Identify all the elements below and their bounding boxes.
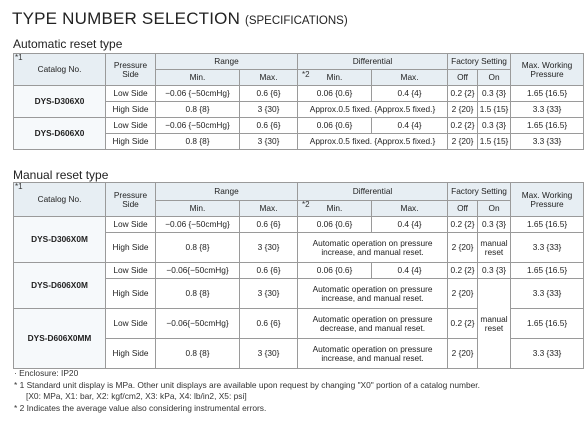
diff-description: Automatic operation on pressure decrease, and manual reset. [298, 309, 448, 339]
diff-max: 0.4 {4} [372, 263, 448, 279]
pressure-side: Low Side [106, 263, 156, 279]
title-main: TYPE NUMBER SELECTION [12, 9, 241, 28]
diff-description: Automatic operation on pressure increase, and manual reset. [298, 279, 448, 309]
range-header: Range [156, 54, 298, 70]
setting-off: 0.2 {2} [448, 118, 478, 134]
diff-max: 0.4 {4} [372, 86, 448, 102]
manual-table [13, 182, 584, 369]
setting-on: 0.3 {3} [478, 217, 511, 233]
setting-on: manual reset [478, 233, 511, 263]
setting-off: 2 {20} [448, 233, 478, 263]
catalog-number: DYS-D606X0M [14, 263, 106, 309]
manual-heading: Manual reset type [13, 168, 109, 182]
range-min: 0.8 {8} [156, 134, 240, 150]
max-working-pressure: 3.3 {33} [511, 339, 584, 369]
on-header: On [478, 70, 511, 86]
title-sub: (SPECIFICATIONS) [245, 15, 348, 27]
setting-on: 1.5 {15} [478, 102, 511, 118]
catalog-no-header: Catalog No. [14, 54, 106, 86]
differential-header: Differential [298, 183, 448, 201]
diff-min-header: Min. [298, 70, 372, 86]
pressure-side: Low Side [106, 217, 156, 233]
range-min: −0.06 {−50cmHg} [156, 118, 240, 134]
range-min-header: Min. [156, 201, 240, 217]
max-working-pressure: 3.3 {33} [511, 102, 584, 118]
diff-fixed: Approx.0.5 fixed. {Approx.5 fixed.} [298, 134, 448, 150]
diff-fixed: Approx.0.5 fixed. {Approx.5 fixed.} [298, 102, 448, 118]
footnotes [14, 368, 480, 414]
setting-on: 0.3 {3} [478, 118, 511, 134]
range-max: 3 {30} [240, 233, 298, 263]
pressure-side: High Side [106, 339, 156, 369]
setting-on-manual-reset: manual reset [478, 279, 511, 369]
range-header: Range [156, 183, 298, 201]
diff-max-header: Max. [372, 70, 448, 86]
setting-off: 0.2 {2} [448, 86, 478, 102]
max-working-pressure: 1.65 {16.5} [511, 217, 584, 233]
pressure-side: Low Side [106, 118, 156, 134]
range-min: −0.06{−50cmHg} [156, 263, 240, 279]
setting-off: 2 {20} [448, 339, 478, 369]
note-2: * 2 Indicates the average value also considering instrumental errors. [14, 402, 267, 413]
pressure-side-header: Pressure Side [106, 54, 156, 86]
differential-header: Differential [298, 54, 448, 70]
on-header: On [478, 201, 511, 217]
note-enclosure: · Enclosure: IP20 [14, 368, 79, 378]
range-max-header: Max. [240, 70, 298, 86]
range-min-header: Min. [156, 70, 240, 86]
table-row [14, 86, 584, 102]
catalog-no-header: Catalog No. [14, 183, 106, 217]
max-working-pressure: 1.65 {16.5} [511, 86, 584, 102]
pressure-side-header: Pressure Side [106, 183, 156, 217]
range-min: −0.06{−50cmHg} [156, 309, 240, 339]
page-title [12, 9, 348, 29]
pressure-side: Low Side [106, 309, 156, 339]
max-working-pressure: 3.3 {33} [511, 134, 584, 150]
range-max: 3 {30} [240, 339, 298, 369]
diff-min: 0.06 {0.6} [298, 263, 372, 279]
diff-min: 0.06 {0.6} [298, 86, 372, 102]
setting-off: 2 {20} [448, 279, 478, 309]
max-working-pressure-header: Max. Working Pressure [511, 183, 584, 217]
marker-star2: *2 [302, 70, 310, 79]
range-max: 3 {30} [240, 134, 298, 150]
setting-on: 0.3 {3} [478, 86, 511, 102]
note-1: * 1 Standard unit display is MPa. Other unit displays are available upon request by changing "X0" portion of a catalog number. [14, 379, 480, 390]
range-min: 0.8 {8} [156, 339, 240, 369]
range-max: 0.6 {6} [240, 86, 298, 102]
setting-off: 0.2 {2} [448, 217, 478, 233]
setting-on: 1.5 {15} [478, 134, 511, 150]
automatic-table [13, 53, 584, 150]
diff-max: 0.4 {4} [372, 118, 448, 134]
factory-setting-header: Factory Setting [448, 54, 511, 70]
diff-min: 0.06 {0.6} [298, 217, 372, 233]
range-max: 0.6 {6} [240, 217, 298, 233]
range-max: 0.6 {6} [240, 263, 298, 279]
range-min: 0.8 {8} [156, 233, 240, 263]
range-min: 0.8 {8} [156, 102, 240, 118]
pressure-side: High Side [106, 233, 156, 263]
diff-description: Automatic operation on pressure increase, and manual reset. [298, 233, 448, 263]
off-header: Off [448, 70, 478, 86]
table-row [14, 118, 584, 134]
setting-off: 2 {20} [448, 102, 478, 118]
range-max: 0.6 {6} [240, 309, 298, 339]
max-working-pressure: 3.3 {33} [511, 279, 584, 309]
catalog-number: DYS-D606X0 [14, 118, 106, 150]
factory-setting-header: Factory Setting [448, 183, 511, 201]
range-max: 0.6 {6} [240, 118, 298, 134]
max-working-pressure: 1.65 {16.5} [511, 263, 584, 279]
setting-off: 0.2 {2} [448, 309, 478, 339]
catalog-number: DYS-D306X0M [14, 217, 106, 263]
marker-star1: *1 [15, 53, 23, 62]
pressure-side: Low Side [106, 86, 156, 102]
range-min: −0.06 {−50cmHg} [156, 217, 240, 233]
setting-off: 0.2 {2} [448, 263, 478, 279]
catalog-number: DYS-D306X0 [14, 86, 106, 118]
range-min: 0.8 {8} [156, 279, 240, 309]
max-working-pressure: 1.65 {16.5} [511, 118, 584, 134]
marker-star1: *1 [15, 182, 23, 191]
max-working-pressure-header: Max. Working Pressure [511, 54, 584, 86]
pressure-side: High Side [106, 134, 156, 150]
range-max-header: Max. [240, 201, 298, 217]
diff-min-header: Min. [298, 201, 372, 217]
table-row [14, 217, 584, 233]
setting-on: 0.3 {3} [478, 263, 511, 279]
note-1-units: [X0: MPa, X1: bar, X2: kgf/cm2, X3: kPa, X4: lb/in2, X5: psi] [26, 391, 247, 402]
automatic-heading: Automatic reset type [13, 37, 123, 51]
off-header: Off [448, 201, 478, 217]
pressure-side: High Side [106, 102, 156, 118]
max-working-pressure: 1.65 {16.5} [511, 309, 584, 339]
diff-min: 0.06 {0.6} [298, 118, 372, 134]
table-row [14, 263, 584, 279]
range-max: 3 {30} [240, 102, 298, 118]
range-max: 3 {30} [240, 279, 298, 309]
catalog-number: DYS-D606X0MM [14, 309, 106, 369]
marker-star2: *2 [302, 200, 310, 209]
setting-off: 2 {20} [448, 134, 478, 150]
diff-max-header: Max. [372, 201, 448, 217]
pressure-side: High Side [106, 279, 156, 309]
diff-max: 0.4 {4} [372, 217, 448, 233]
max-working-pressure: 3.3 {33} [511, 233, 584, 263]
diff-description: Automatic operation on pressure increase, and manual reset. [298, 339, 448, 369]
range-min: −0.06 {−50cmHg} [156, 86, 240, 102]
